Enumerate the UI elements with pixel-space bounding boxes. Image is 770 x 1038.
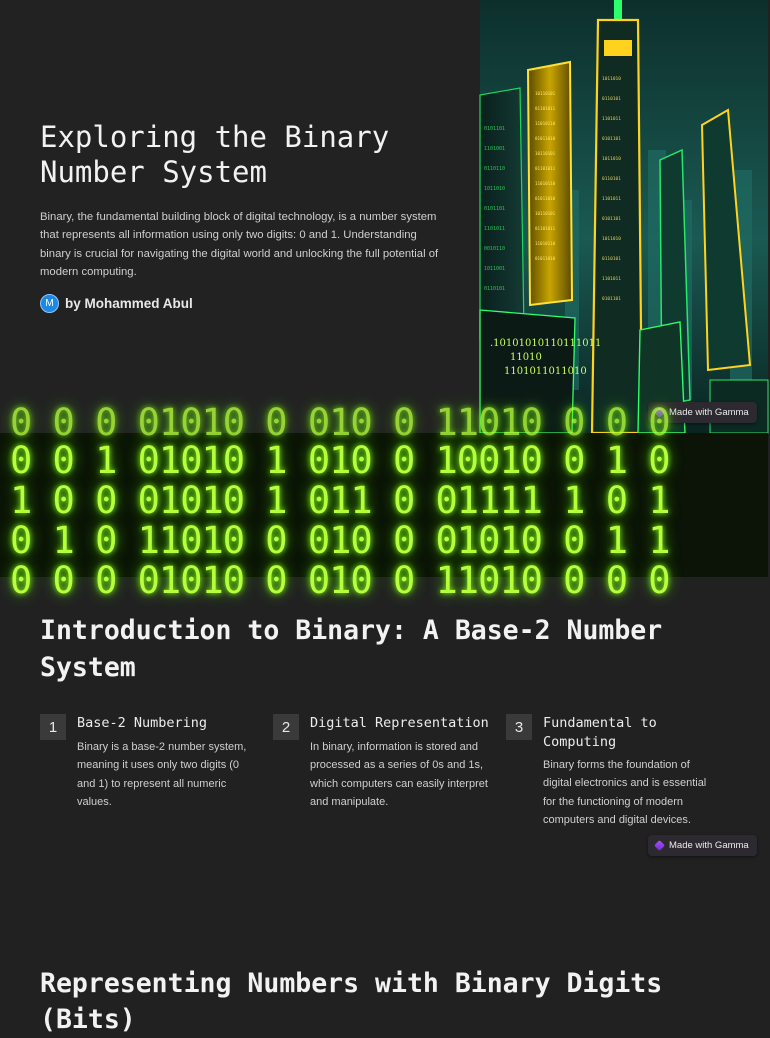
- gamma-logo-icon: [654, 840, 665, 851]
- author-name: by Mohammed Abul: [65, 296, 193, 311]
- svg-text:01101011: 01101011: [535, 106, 556, 111]
- svg-text:0101101: 0101101: [484, 206, 506, 212]
- svg-text:0101101: 0101101: [484, 126, 506, 132]
- binary-row: 0 0 0 01010 0 010 0 11010 0 0 0: [10, 401, 670, 444]
- svg-text:10110101: 10110101: [535, 91, 556, 96]
- svg-text:1011001: 1011001: [484, 266, 506, 272]
- card-title: Base-2 Numbering: [77, 715, 208, 731]
- section-title: Representing Numbers with Binary Digits (Bits): [40, 968, 663, 1035]
- svg-text:1101011: 1101011: [484, 226, 506, 232]
- svg-text:1011010: 1011010: [602, 237, 621, 242]
- svg-text:1101011: 1101011: [602, 197, 621, 202]
- code-line-2: 11010: [510, 352, 542, 363]
- svg-text:1101011: 1101011: [602, 277, 621, 282]
- card-text: In binary, information is stored and processed as a series of 0s and 1s, which computers can easily interpret and manipulate.: [310, 741, 488, 809]
- svg-text:01101011: 01101011: [535, 226, 556, 231]
- svg-text:0101101: 0101101: [602, 137, 621, 142]
- svg-text:0101101: 0101101: [602, 217, 621, 222]
- svg-text:0110101: 0110101: [602, 97, 621, 102]
- svg-text:1101001: 1101001: [484, 146, 506, 152]
- svg-text:1011010: 1011010: [602, 77, 621, 82]
- svg-text:11010110: 11010110: [535, 121, 556, 126]
- svg-text:11010110: 11010110: [535, 241, 556, 246]
- step-number: 2: [273, 714, 299, 740]
- step-number: 3: [506, 714, 532, 740]
- svg-text:0110101: 0110101: [602, 257, 621, 262]
- binary-row: 0 0 1 01010 1 010 0 10010 0 1 0: [10, 439, 670, 482]
- cyber-city-image: [480, 0, 768, 433]
- card-title: Fundamental to Computing: [543, 715, 657, 750]
- svg-text:1011010: 1011010: [602, 157, 621, 162]
- code-line-3: 1101011011010: [504, 366, 587, 377]
- card-text: Binary is a base-2 number system, meaning it uses only two digits (0 and 1) to represent all numeric values.: [77, 741, 247, 809]
- card-title: Digital Representation: [310, 715, 489, 731]
- svg-text:01011010: 01011010: [535, 256, 556, 261]
- badge-label: Made with Gamma: [669, 840, 749, 851]
- svg-text:10110101: 10110101: [535, 211, 556, 216]
- city-illustration: [480, 0, 768, 433]
- code-line-1: .10101010110111011: [490, 338, 602, 349]
- step-number: 1: [40, 714, 66, 740]
- svg-text:01011010: 01011010: [535, 136, 556, 141]
- svg-text:0110101: 0110101: [602, 177, 621, 182]
- section-title: Introduction to Binary: A Base-2 Number System: [40, 615, 663, 683]
- svg-text:0101101: 0101101: [602, 297, 621, 302]
- slide-description: Binary, the fundamental building block of digital technology, is a number system that represents all information using only two digits: 0 and 1. Understanding binary is crucial for navigating the digital world and unlocking the full potential of modern computing.: [40, 211, 439, 279]
- card-text: Binary forms the foundation of digital electronics and is essential for the functioning of modern computers and digital devices.: [543, 759, 707, 827]
- binary-row: 0 1 0 11010 0 010 0 01010 0 1 1: [10, 519, 670, 562]
- avatar: M: [40, 294, 59, 313]
- svg-text:1101011: 1101011: [602, 117, 621, 122]
- slide-title: Exploring the Binary Number System: [40, 120, 390, 189]
- svg-text:11010110: 11010110: [535, 181, 556, 186]
- svg-text:0010110: 0010110: [484, 246, 506, 252]
- svg-text:0110101: 0110101: [484, 286, 506, 292]
- svg-text:1011010: 1011010: [484, 186, 506, 192]
- svg-text:10110101: 10110101: [535, 151, 556, 156]
- svg-text:01101011: 01101011: [535, 166, 556, 171]
- author-byline: [40, 294, 193, 313]
- binary-row: 0 0 0 01010 0 010 0 11010 0 0 0: [10, 559, 670, 602]
- badge-label: Made with Gamma: [669, 407, 749, 418]
- title-slide: [0, 0, 768, 433]
- binary-row: 1 0 0 01010 1 011 0 01111 1 0 1: [10, 479, 670, 522]
- svg-text:01011010: 01011010: [535, 196, 556, 201]
- svg-text:0110110: 0110110: [484, 166, 506, 172]
- made-with-gamma-badge[interactable]: [648, 835, 757, 856]
